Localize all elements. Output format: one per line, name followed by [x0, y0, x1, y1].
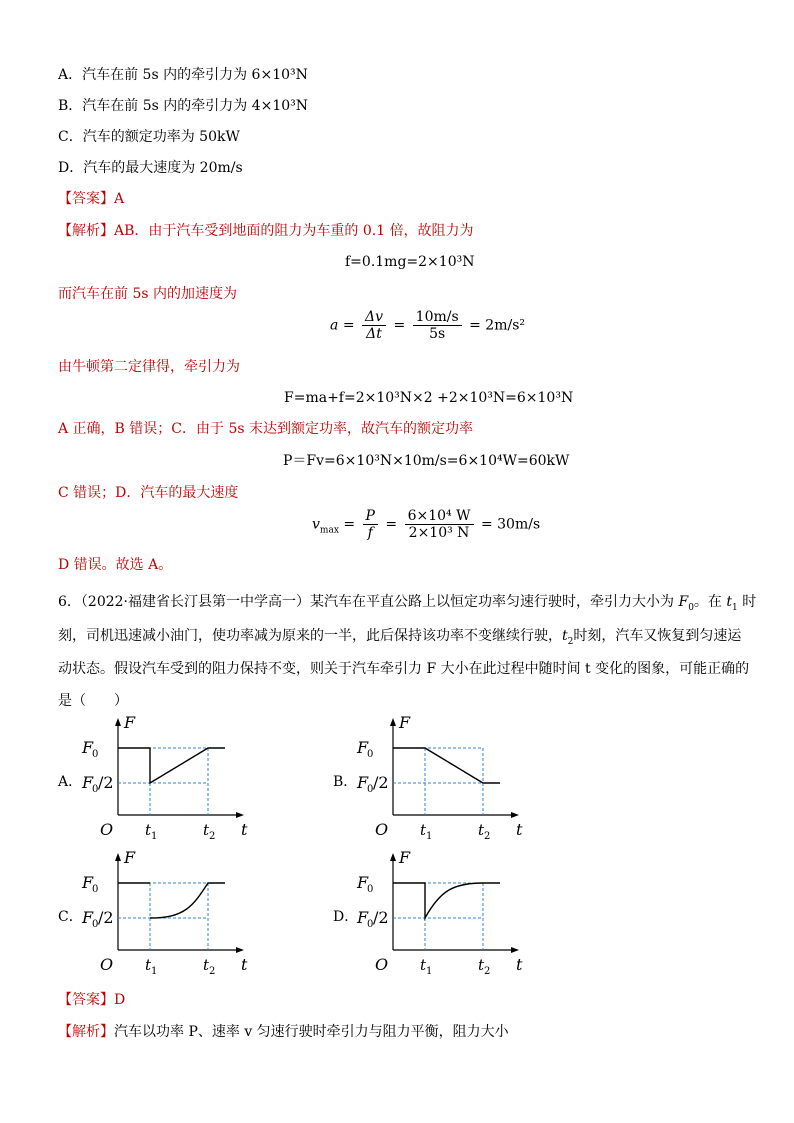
graph-option-c [80, 847, 255, 977]
t2-label: t [203, 956, 210, 974]
x-axis-arrow [511, 947, 519, 953]
text-accel: 而汽车在前 5s 内的加速度为 [58, 286, 237, 302]
t1-sub: 1 [426, 966, 433, 977]
symbol-t1-sub: 1 [732, 602, 738, 613]
f0-half-label: F [82, 773, 94, 792]
q6-source: （2022·福建省长汀县第一中学高一） [80, 594, 311, 610]
y-axis-arrow [115, 853, 121, 861]
fraction-num: 6×10⁴ W [405, 508, 474, 525]
fraction-den: f [367, 525, 373, 541]
symbol-t2: t [562, 628, 568, 644]
q6-text: 时 [737, 594, 757, 610]
q6-text: 刻，司机迅速减小油门，使功率减为原来的一半，此后保持该功率不变继续行驶， [58, 628, 562, 644]
origin-label: O [375, 955, 389, 974]
symbol-t2-sub: 2 [567, 636, 574, 647]
q6-line-2 [58, 627, 741, 651]
force-curve [393, 883, 500, 918]
option-a: A．汽车在前 5s 内的牵引力为 6×10³N [58, 67, 308, 83]
fraction-dv-dt [362, 309, 386, 342]
option-b: B．汽车在前 5s 内的牵引力为 4×10³N [58, 98, 309, 114]
f0-sub: 0 [92, 749, 99, 760]
text-newton: 由牛顿第二定律得，牵引力为 [58, 359, 240, 375]
q5-analysis-line-1 [58, 222, 474, 240]
axis-x-label: t [241, 820, 248, 839]
half-suffix: /2 [98, 773, 114, 792]
t1-label: t [420, 956, 427, 974]
q6-text: 时刻，汽车又恢复到匀速运 [573, 628, 742, 644]
vmax-result: = 30m/s [480, 516, 541, 533]
q6-line-4: 是（ ） [58, 693, 128, 709]
t2-label: t [203, 821, 210, 839]
f0-half-label: F [357, 773, 369, 792]
force-curve [118, 883, 225, 918]
t2-sub: 2 [209, 831, 216, 842]
f0-half-label: F [82, 908, 94, 927]
q5-answer: 【答案】A [58, 191, 125, 207]
x-axis-arrow [236, 947, 244, 953]
formula-friction: f=0.1mg=2×10³N [345, 254, 475, 270]
t2-label: t [478, 956, 485, 974]
formula-power: P＝Fv=6×10³N×10m/s=6×10⁴W=60kW [283, 453, 570, 469]
t1-sub: 1 [151, 966, 158, 977]
q6-analysis [58, 1023, 509, 1041]
f0-label: F [82, 873, 94, 892]
graph-svg [80, 712, 255, 842]
origin-label: O [100, 820, 114, 839]
fraction-den: 5s [429, 326, 446, 342]
t1-sub: 1 [426, 831, 433, 842]
v-symbol: v [312, 516, 320, 533]
fraction-num: 10m/s [413, 309, 462, 326]
y-axis-arrow [390, 853, 396, 861]
half-suffix: /2 [373, 908, 389, 927]
f0-half-sub: 0 [367, 784, 374, 795]
q6-line-1 [58, 593, 756, 617]
axis-x-label: t [516, 820, 523, 839]
graph-option-a [80, 712, 255, 842]
graph-svg [355, 847, 530, 977]
f0-label: F [357, 873, 369, 892]
f0-half-label: F [357, 908, 369, 927]
t1-sub: 1 [151, 831, 158, 842]
f0-half-sub: 0 [92, 919, 99, 930]
text-power: A 正确，B 错误；C．由于 5s 末达到额定功率，故汽车的额定功率 [58, 421, 474, 437]
conclusion: D 错误。故选 A。 [58, 557, 173, 573]
fraction-den: 2×10³ N [408, 525, 470, 541]
f0-label: F [357, 738, 369, 757]
q6-answer: 【答案】D [58, 992, 126, 1008]
fraction-den: Δt [366, 326, 382, 342]
t2-sub: 2 [209, 966, 216, 977]
f0-sub: 0 [367, 749, 374, 760]
accel-result: = 2m/s² [469, 317, 526, 334]
symbol-F0-sub: 0 [688, 602, 694, 613]
fraction-values [413, 309, 462, 342]
x-axis-arrow [511, 812, 519, 818]
t1-label: t [420, 821, 427, 839]
t1-label: t [145, 956, 152, 974]
f0-half-sub: 0 [367, 919, 374, 930]
analysis-label: 【解析】 [58, 223, 114, 239]
q6-text: 。在 [693, 594, 727, 610]
fraction-num: P [363, 508, 378, 525]
fraction-p-f [363, 508, 378, 541]
force-curve [118, 748, 225, 783]
formula-accel: a = $\frac{\Delta v}{\Delta t}$ = $\frac{10m/s}{5s}$ = 2m/s² [330, 309, 526, 342]
graph-label-b: B． [333, 774, 358, 790]
half-suffix: /2 [98, 908, 114, 927]
axis-y-label: F [124, 713, 136, 732]
force-curve [393, 748, 500, 783]
axis-y-label: F [399, 713, 411, 732]
q6-text: 某汽车在平直公路上以恒定功率匀速行驶时，牵引力大小为 [310, 594, 679, 610]
v-sub: max [319, 525, 339, 536]
analysis-text: AB．由于汽车受到地面的阻力为车重的 0.1 倍，故阻力为 [114, 223, 474, 239]
f0-label: F [82, 738, 94, 757]
t2-label: t [478, 821, 485, 839]
y-axis-arrow [390, 718, 396, 726]
t2-sub: 2 [484, 831, 491, 842]
axis-x-label: t [516, 955, 523, 974]
analysis-label: 【解析】 [58, 1024, 114, 1040]
f0-sub: 0 [92, 884, 99, 895]
half-suffix: /2 [373, 773, 389, 792]
origin-label: O [375, 820, 389, 839]
y-axis-arrow [115, 718, 121, 726]
axis-y-label: F [399, 848, 411, 867]
graph-svg [80, 847, 255, 977]
graph-label-a: A． [58, 774, 83, 790]
graph-label-d: D． [333, 909, 359, 925]
graph-option-b [355, 712, 530, 842]
axis-x-label: t [241, 955, 248, 974]
f0-sub: 0 [367, 884, 374, 895]
q6-number: 6． [58, 594, 81, 610]
fraction-num: Δv [362, 309, 386, 326]
graph-svg [355, 712, 530, 842]
axis-y-label: F [124, 848, 136, 867]
origin-label: O [100, 955, 114, 974]
option-d: D．汽车的最大速度为 20m/s [58, 160, 243, 176]
x-axis-arrow [236, 812, 244, 818]
f0-half-sub: 0 [92, 784, 99, 795]
symbol-t1: t [726, 594, 733, 610]
graph-label-c: C． [58, 909, 83, 925]
formula-traction: F=ma+f=2×10³N×2 +2×10³N=6×10³N [284, 390, 574, 406]
text-vmax: C 错误；D．汽车的最大速度 [58, 485, 239, 501]
symbol-F0: F [678, 594, 689, 610]
t2-sub: 2 [484, 966, 491, 977]
q6-line-3: 动状态。假设汽车受到的阻力保持不变，则关于汽车牵引力 F 大小在此过程中随时间 t 变化的图象，可能正确的 [58, 661, 750, 677]
option-c: C．汽车的额定功率为 50kW [58, 129, 240, 145]
analysis-text: 汽车以功率 P、速率 v 匀速行驶时牵引力与阻力平衡，阻力大小 [114, 1024, 509, 1040]
fraction-values [405, 508, 474, 541]
formula-vmax: $v_{max}$ = $\frac{P}{f}$ = $\frac{\text{6×10⁴ W}}{\text{2×10³ N}}$ = 30m/s [312, 508, 541, 541]
t1-label: t [145, 821, 152, 839]
graph-option-d [355, 847, 530, 977]
accel-symbol: a [330, 317, 339, 334]
